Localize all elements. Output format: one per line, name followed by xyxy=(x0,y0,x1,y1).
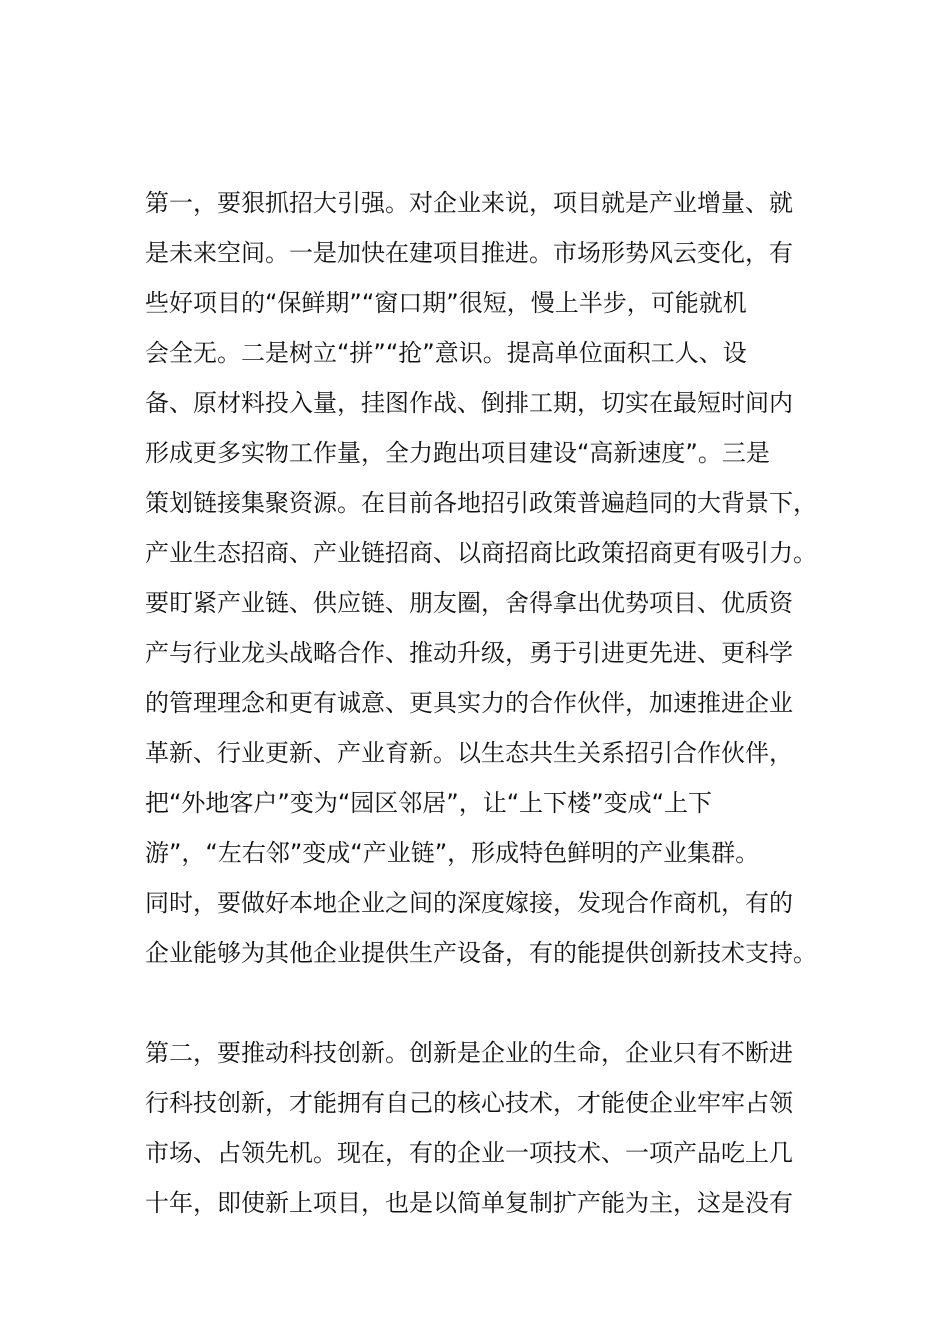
text-line: 策划链接集聚资源。在目前各地招引政策普遍趋同的大背景下， xyxy=(145,489,817,517)
text-line: 要盯紧产业链、供应链、朋友圈，舍得拿出优势项目、优质资 xyxy=(145,589,793,617)
text-line: 产与行业龙头战略合作、推动升级，勇于引进更先进、更科学 xyxy=(145,639,793,667)
text-line: 革新、行业更新、产业育新。以生态共生关系招引合作伙伴， xyxy=(145,739,793,767)
text-line: 十年，即使新上项目，也是以简单复制扩产能为主，这是没有 xyxy=(145,1189,793,1217)
text-line: 产业生态招商、产业链招商、以商招商比政策招商更有吸引力。 xyxy=(145,539,817,567)
text-line: 市场、占领先机。现在，有的企业一项技术、一项产品吃上几 xyxy=(145,1139,793,1167)
text-line: 些好项目的“保鲜期”“窗口期”很短，慢上半步，可能就机 xyxy=(145,289,747,317)
text-line: 是未来空间。一是加快在建项目推进。市场形势风云变化，有 xyxy=(145,239,793,267)
text-line: 形成更多实物工作量，全力跑出项目建设“高新速度”。三是 xyxy=(145,439,770,467)
text-line: 备、原材料投入量，挂图作战、倒排工期，切实在最短时间内 xyxy=(145,389,793,417)
text-line: 第二，要推动科技创新。创新是企业的生命，企业只有不断进 xyxy=(145,1039,793,1067)
text-line: 行科技创新，才能拥有自己的核心技术，才能使企业牢牢占领 xyxy=(145,1089,793,1117)
text-line: 会全无。二是树立“拼”“抢”意识。提高单位面积工人、设 xyxy=(145,339,747,367)
text-line: 游”，“左右邻”变成“产业链”，形成特色鲜明的产业集群。 xyxy=(145,839,760,867)
text-line: 企业能够为其他企业提供生产设备，有的能提供创新技术支持。 xyxy=(145,939,817,967)
text-line: 第一，要狠抓招大引强。对企业来说，项目就是产业增量、就 xyxy=(145,189,793,217)
paragraph-1 xyxy=(145,178,825,978)
document-body xyxy=(145,178,825,1228)
text-line: 把“外地客户”变为“园区邻居”，让“上下楼”变成“上下 xyxy=(145,789,713,817)
text-line: 同时，要做好本地企业之间的深度嫁接，发现合作商机，有的 xyxy=(145,889,793,917)
paragraph-spacer xyxy=(145,978,825,1028)
paragraph-2 xyxy=(145,1028,825,1228)
text-line: 的管理理念和更有诚意、更具实力的合作伙伴，加速推进企业 xyxy=(145,689,793,717)
